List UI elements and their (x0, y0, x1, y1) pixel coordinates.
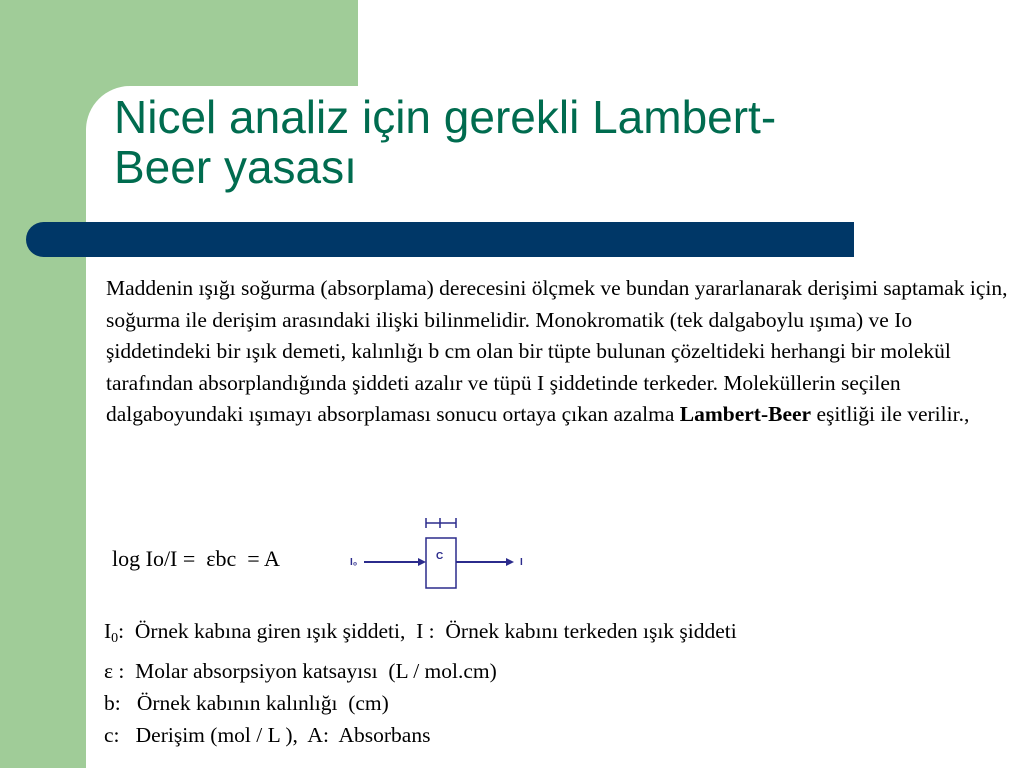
decorative-blue-bar (26, 222, 854, 257)
lambert-beer-bold: Lambert-Beer (679, 402, 812, 426)
definition-epsilon: ε : Molar absorpsiyon katsayısı (L / mol.cm) (104, 659, 497, 683)
cuvette-label: C (436, 551, 444, 562)
definition-i0 (104, 615, 737, 655)
cuvette-cell (426, 538, 456, 588)
i0-definition-text: : Örnek kabına giren ışık şiddeti, I : Örnek kabını terkeden ışık şiddeti (118, 619, 737, 643)
paragraph-text: Maddenin ışığı soğurma (absorplama) derecesini ölçmek ve bundan yararlanarak derişimi saptamak için, soğurma ile derişim arasındaki ilişki bilinmelidir. Monokromatik (tek dalgaboylu ışıma) ve Io şiddetindeki bir ışık demeti, kalınlığı b cm olan bir tüpte bulunan çözeltideki herhangi bir molekül tarafından absorplandığında şiddeti azalır ve tüpü I şiddetinde terkeder. Moleküllerin seçilen dalgaboyundaki ışımayı absorplaması sonucu ortaya çıkan azalma (106, 276, 1008, 426)
decorative-green-strip (0, 0, 86, 768)
definition-c: c: Derişim (mol / L ), A: Absorbans (104, 723, 431, 747)
slide-title (114, 92, 994, 192)
i0-symbol: I (104, 619, 112, 643)
title-line-2: Beer yasası (114, 141, 357, 193)
incident-arrowhead-icon (418, 558, 426, 566)
transmitted-intensity-label: I (520, 557, 523, 568)
body-paragraph (106, 273, 1011, 431)
cuvette-diagram (350, 514, 540, 594)
transmitted-arrowhead-icon (506, 558, 514, 566)
definition-b: b: Örnek kabının kalınlığı (cm) (104, 691, 389, 715)
title-line-1: Nicel analiz için gerekli Lambert- (114, 91, 777, 143)
definitions-list (104, 615, 737, 751)
paragraph-text-end: eşitliği ile verilir., (811, 402, 970, 426)
incident-intensity-label: I₀ (350, 557, 358, 568)
lambert-beer-formula: log Io/I = εbc = A (112, 546, 280, 571)
i0-subscript: 0 (111, 631, 119, 646)
